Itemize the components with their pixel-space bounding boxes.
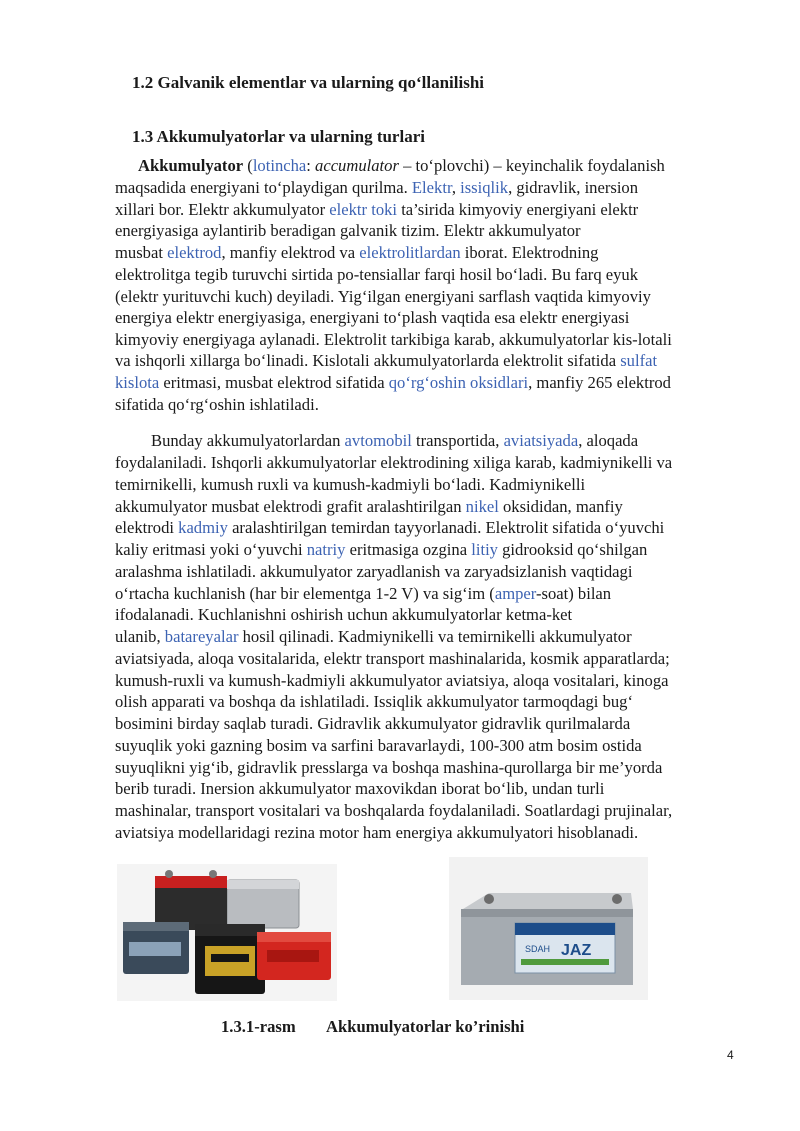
link-elektrod[interactable]: elektrod xyxy=(167,243,222,262)
link-qorgoshin-oksidlari[interactable]: qo‘rg‘oshin oksidlari xyxy=(388,373,529,392)
text-line: kumush-ruxli va kumush-kadmiyli akkumulyator aviatsiya, aloqa vositalari, kinoga xyxy=(115,671,669,690)
text-line: temirnikelli, kumush ruxli va kumush-kadmiyli bo‘ladi. Kadmiynikelli xyxy=(115,475,586,494)
link-issiqlik[interactable]: issiqlik xyxy=(460,178,509,197)
text-line: berib turadi. Inersion akkumulyator maxovikdan iborat bo‘lib, undan turli xyxy=(115,779,605,798)
text-span: ( xyxy=(243,156,253,175)
label-brand-text: JAZ xyxy=(561,942,592,959)
text-span: -soat) bilan xyxy=(535,584,612,603)
text-line: sifatida qo‘rg‘oshin ishlatiladi. xyxy=(115,395,319,414)
link-natriy[interactable]: natriy xyxy=(306,540,346,559)
text-span: kaliy eritmasi yoki o‘yuvchi xyxy=(115,540,307,559)
text-line: foydalaniladi. Ishqorli akkumulyatorlar elektrodining xiliga karab, kadmiynikelli va xyxy=(115,453,673,472)
text-span: , aloqada xyxy=(578,431,639,450)
text-span: va ishqorli xillarga bo‘linadi. Kislotali akkumulyatorlarda elektrolit sifatida xyxy=(115,351,621,370)
text-line: aviatsiyada, aloqa vositalarida, elektr transport mashinalarida, kosmik apparatlarda; xyxy=(115,649,670,668)
italic-term: accumulator xyxy=(315,156,399,175)
text-span: , xyxy=(451,178,461,197)
text-line: aralashma ishlatiladi. akkumulyator zaryadlanish va zaryadsizlanish vaqtidagi xyxy=(115,562,633,581)
text-span: aralashtirilgan temirdan tayyorlanadi. Elektrolit sifatida o‘yuvchi xyxy=(227,518,665,537)
link-kislota[interactable]: kislota xyxy=(115,373,160,392)
text-line xyxy=(115,350,657,372)
text-span: maqsadida energiyani to‘playdigan qurilma. xyxy=(115,178,412,197)
text-line: ifodalanadi. Kuchlanishni oshirish uchun akkumulyatorlar ketma-ket xyxy=(115,605,573,624)
link-elektr[interactable]: Elektr xyxy=(411,178,452,197)
text-line: bosimini birday saqlab turadi. Gidravlik akkumulyator gidravlik qurilmalarda xyxy=(115,714,631,733)
text-line xyxy=(151,430,638,452)
text-span: transportida, xyxy=(411,431,504,450)
figure-caption-number: 1.3.1-rasm xyxy=(221,1017,296,1036)
batteries-group-illustration xyxy=(117,864,337,1001)
text-span: akkumulyator musbat elektrodi grafit aralashtirilgan xyxy=(115,497,466,516)
text-span: Bunday akkumulyatorlardan xyxy=(151,431,345,450)
label-small-text: SDAH xyxy=(525,944,551,954)
text-line xyxy=(115,539,647,561)
text-line: mashinalar, transport vositalari va boshqalarda foydalaniladi. Soatlardagi prujinalar, xyxy=(115,801,673,820)
text-line: suyuqlik yoki gazning bosim va sarfini baravarlaydi, 100-300 atm bosim ostida xyxy=(115,736,642,755)
link-lotincha[interactable]: lotincha xyxy=(252,156,307,175)
link-nikel[interactable]: nikel xyxy=(465,497,499,516)
text-span: , gidravlik, inersion xyxy=(508,178,639,197)
link-avtomobil[interactable]: avtomobil xyxy=(344,431,412,450)
text-span: ta’sirida kimyoviy energiyani elektr xyxy=(397,200,639,219)
text-span: eritmasiga ozgina xyxy=(345,540,472,559)
jaz-battery-illustration xyxy=(449,857,648,1000)
link-kadmiy[interactable]: kadmiy xyxy=(178,518,228,537)
text-line: kimyoviy energiyaga aylanadi. Elektrolit tarkibiga karab, akkumulyatorlar kis-lotali xyxy=(115,330,672,349)
heading-1-2: 1.2 Galvanik elementlar va ularning qo‘llanilishi xyxy=(132,73,485,92)
jaz-battery-image xyxy=(449,857,648,1000)
text-span: elektrodi xyxy=(115,518,179,537)
text-span: , manfiy 265 elektrod xyxy=(528,373,671,392)
link-amper[interactable]: amper xyxy=(494,584,536,603)
text-line xyxy=(115,242,598,264)
text-line xyxy=(115,496,623,518)
term-akkumulyator: Akkumulyator xyxy=(138,156,244,175)
text-line: olish apparati va boshqa da ishlatiladi. Issiqlik akkumulyator tarmoqdagi bug‘ xyxy=(115,692,633,711)
batteries-group-image xyxy=(117,864,337,1001)
link-elektrolitlardan[interactable]: elektrolitlardan xyxy=(359,243,461,262)
text-line xyxy=(115,372,671,394)
text-span: eritmasi, musbat elektrod sifatida xyxy=(159,373,389,392)
text-line xyxy=(115,199,638,221)
link-sulfat[interactable]: sulfat xyxy=(620,351,658,370)
text-line: (elektr yurituvchi kuch) deyiladi. Yig‘ilgan energiyani sarflash vaqtida kimyoviy xyxy=(115,287,651,306)
link-elektr-toki[interactable]: elektr toki xyxy=(329,200,398,219)
text-line xyxy=(115,177,638,199)
link-litiy[interactable]: litiy xyxy=(471,540,498,559)
text-line: suyuqlikni yig‘ib, gidravlik presslarga va boshqa mashina-qurollarga bir me’yorda xyxy=(115,758,663,777)
text-line xyxy=(115,626,632,648)
text-span: xillari bor. Elektr akkumulyator xyxy=(115,200,330,219)
text-span: – to‘plovchi) – keyinchalik foydalanish xyxy=(398,156,665,175)
text-line xyxy=(115,517,664,539)
text-span: ulanib, xyxy=(115,627,165,646)
page-number: 4 xyxy=(727,1048,734,1062)
text-line: aviatsiya modellaridagi rezina motor ham energiya akkumulyatori hisoblanadi. xyxy=(115,823,639,842)
text-span: hosil qilinadi. Kadmiynikelli va temirnikelli akkumulyator xyxy=(238,627,632,646)
text-line xyxy=(115,583,611,605)
link-batareyalar[interactable]: batareyalar xyxy=(164,627,239,646)
text-span: oksididan, manfiy xyxy=(498,497,623,516)
link-aviatsiyada[interactable]: aviatsiyada xyxy=(503,431,579,450)
text-line: energiya elektr energiyasiga, energiyani to‘plash vaqtida esa elektr energiyasi xyxy=(115,308,630,327)
text-span: gidrooksid qo‘shilgan xyxy=(497,540,648,559)
text-span: musbat xyxy=(115,243,168,262)
text-span: o‘rtacha kuchlanish (har bir elementga 1-2 V) va sig‘im ( xyxy=(115,584,495,603)
text-span: : xyxy=(306,156,316,175)
text-line: elektrolitga tegib turuvchi sirtida po-tensiallar farqi hosil bo‘ladi. Bu farq eyuk xyxy=(115,265,639,284)
heading-1-3: 1.3 Akkumulyatorlar va ularning turlari xyxy=(132,127,425,146)
text-span: , manfiy elektrod va xyxy=(221,243,360,262)
text-span: iborat. Elektrodning xyxy=(460,243,599,262)
text-line xyxy=(138,155,665,177)
text-line: energiyasiga aylantirib beradigan galvanik tizim. Elektr akkumulyator xyxy=(115,221,581,240)
figure-caption-text: Akkumulyatorlar ko’rinishi xyxy=(326,1017,525,1036)
